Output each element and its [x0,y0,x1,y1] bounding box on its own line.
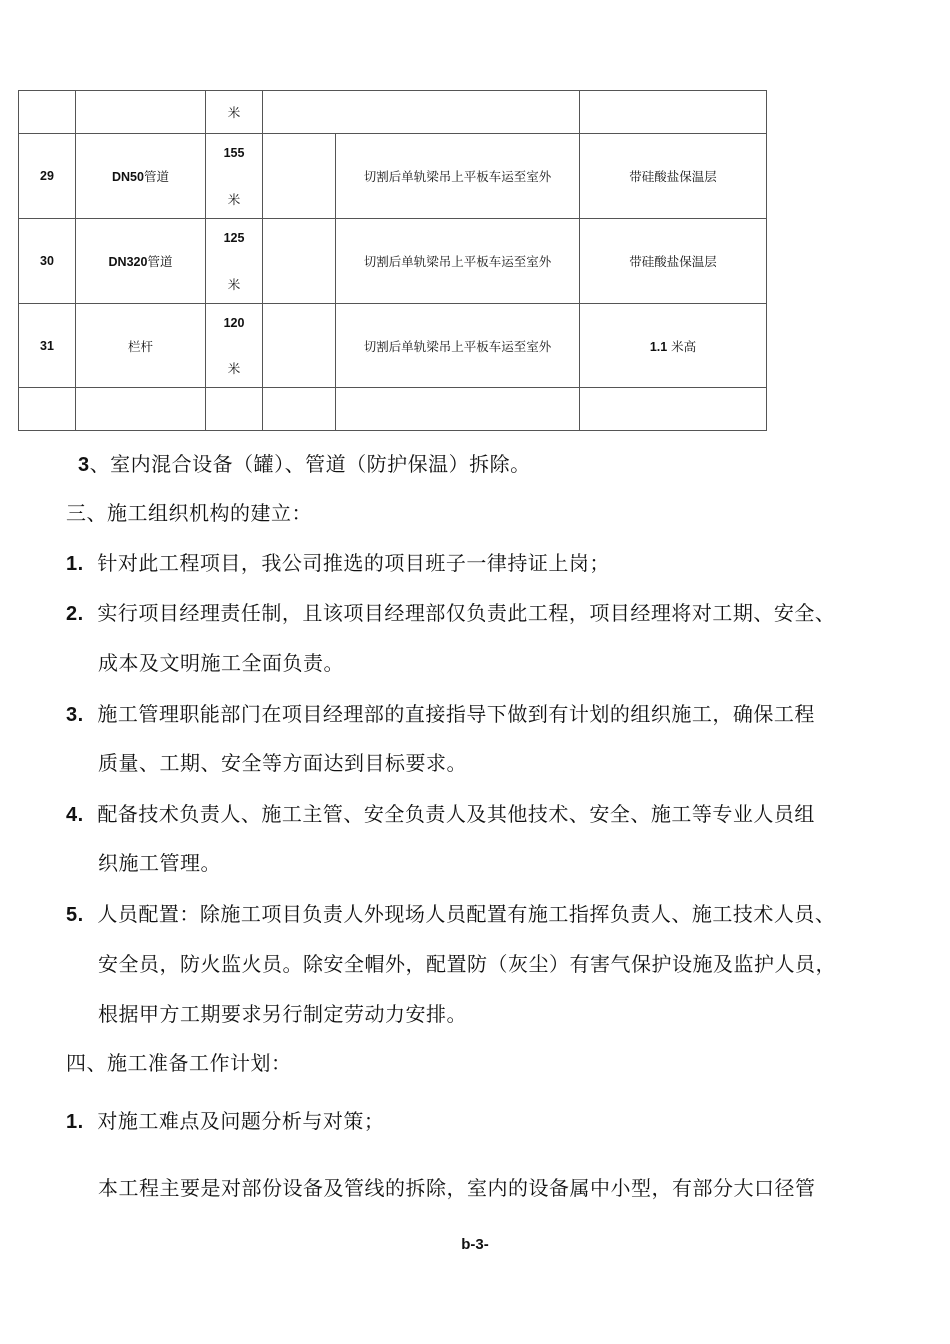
cell-note: 带硅酸盐保温层 [580,134,767,219]
table-row [19,304,767,388]
section-4-title: 四、施工准备工作计划： [66,1051,292,1075]
table-row [19,134,767,219]
cell-name: DN50管道 [76,134,206,219]
section-3-title: 三、施工组织机构的建立： [66,501,312,525]
cell-blank [263,388,336,431]
cell-note: 带硅酸盐保温层 [580,219,767,304]
cell-note: 1.1 米高 [580,304,767,388]
demolition-table [18,90,767,431]
org-item-5-cont-1: 安全员，防火监火员。除安全帽外，配置防（灰尘）有害气保护设施及监护人员， [98,952,836,976]
org-item-3: 3. 施工管理职能部门在项目经理部的直接指导下做到有计划的组织施工，确保工程 [66,702,815,726]
qty-unit: 米 [227,105,241,120]
cell-name: 栏杆 [76,304,206,388]
cell-method [263,91,580,134]
cell-qty: 155 米 [206,134,263,219]
cell-blank [263,304,336,388]
paragraph: 本工程主要是对部份设备及管线的拆除，室内的设备属中小型，有部分大口径管 [98,1176,816,1200]
org-item-4-cont: 织施工管理。 [98,851,221,875]
page-number: b-3- [461,1236,489,1253]
cell-name [76,91,206,134]
cell-name [76,388,206,431]
org-item-2-cont: 成本及文明施工全面负责。 [98,651,344,675]
table-row [19,91,767,134]
cell-no: 31 [19,304,76,388]
cell-method [336,388,580,431]
org-item-3-cont: 质量、工期、安全等方面达到目标要求。 [98,751,467,775]
cell-blank [263,219,336,304]
cell-method: 切割后单轨梁吊上平板车运至室外 [336,134,580,219]
cell-no: 30 [19,219,76,304]
org-item-1: 1. 针对此工程项目，我公司推选的项目班子一律持证上岗； [66,551,610,575]
cell-qty: 120 米 [206,304,263,388]
cell-no [19,91,76,134]
cell-name: DN320管道 [76,219,206,304]
cell-qty [206,388,263,431]
table-row [19,388,767,431]
org-item-2: 2. 实行项目经理责任制，且该项目经理部仅负责此工程，项目经理将对工期、安全、 [66,601,836,625]
equipment-table [18,90,767,431]
cell-qty: 125 米 [206,219,263,304]
org-item-5: 5. 人员配置：除施工项目负责人外现场人员配置有施工指挥负责人、施工技术人员、 [66,902,836,926]
prep-item-1: 1. 对施工难点及问题分析与对策； [66,1109,385,1133]
cell-method: 切割后单轨梁吊上平板车运至室外 [336,304,580,388]
cell-note [580,388,767,431]
cell-qty [206,91,263,134]
org-item-4: 4. 配备技术负责人、施工主管、安全负责人及其他技术、安全、施工等专业人员组 [66,802,815,826]
item-3-line: 3、室内混合设备（罐）、管道（防护保温）拆除。 [78,452,531,476]
table-row [19,219,767,304]
cell-note [580,91,767,134]
cell-blank [263,134,336,219]
cell-no: 29 [19,134,76,219]
cell-no [19,388,76,431]
cell-method: 切割后单轨梁吊上平板车运至室外 [336,219,580,304]
org-item-5-cont-2: 根据甲方工期要求另行制定劳动力安排。 [98,1002,467,1026]
